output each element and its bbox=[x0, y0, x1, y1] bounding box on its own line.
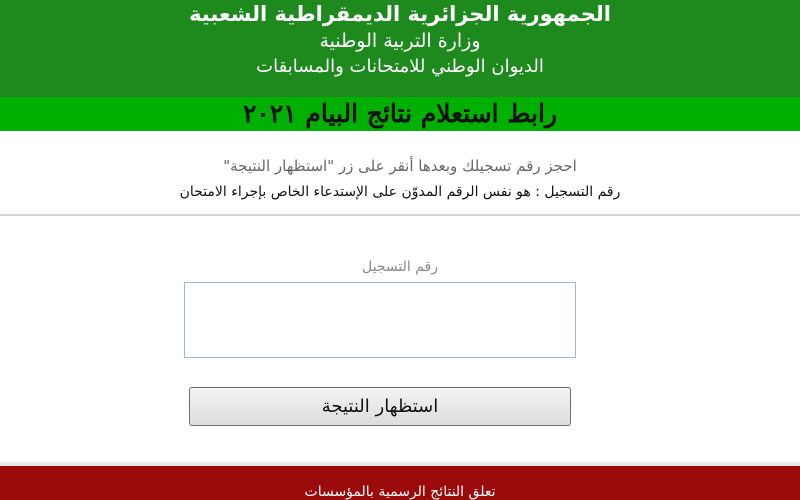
registration-explanation: رقم التسجيل : هو نفس الرقم المدوّن على الإستدعاء الخاص بإجراء الامتحان bbox=[179, 184, 621, 200]
ministry-name: وزارة التربية الوطنية bbox=[319, 30, 481, 52]
footer-bar bbox=[0, 462, 800, 500]
page-header bbox=[0, 0, 800, 97]
title-banner bbox=[0, 97, 800, 131]
office-name: الديوان الوطني للامتحانات والمسابقات bbox=[256, 56, 544, 77]
country-name: الجمهورية الجزائرية الديمقراطية الشعبية bbox=[189, 2, 611, 26]
footer-notice: تعلق النتائج الرسمية بالمؤسسات bbox=[304, 484, 496, 500]
show-result-button[interactable]: استظهار النتيجة bbox=[189, 387, 571, 426]
instructions-panel bbox=[0, 131, 800, 216]
instruction-hint: احجز رقم تسجيلك وبعدها أنقر على زر "استظهار النتيجة" bbox=[223, 157, 577, 175]
page-title: رابط استعلام نتائج البيام ٢٠٢١ bbox=[242, 99, 558, 128]
registration-number-input[interactable] bbox=[184, 282, 576, 358]
registration-number-label: رقم التسجيل bbox=[362, 259, 438, 275]
